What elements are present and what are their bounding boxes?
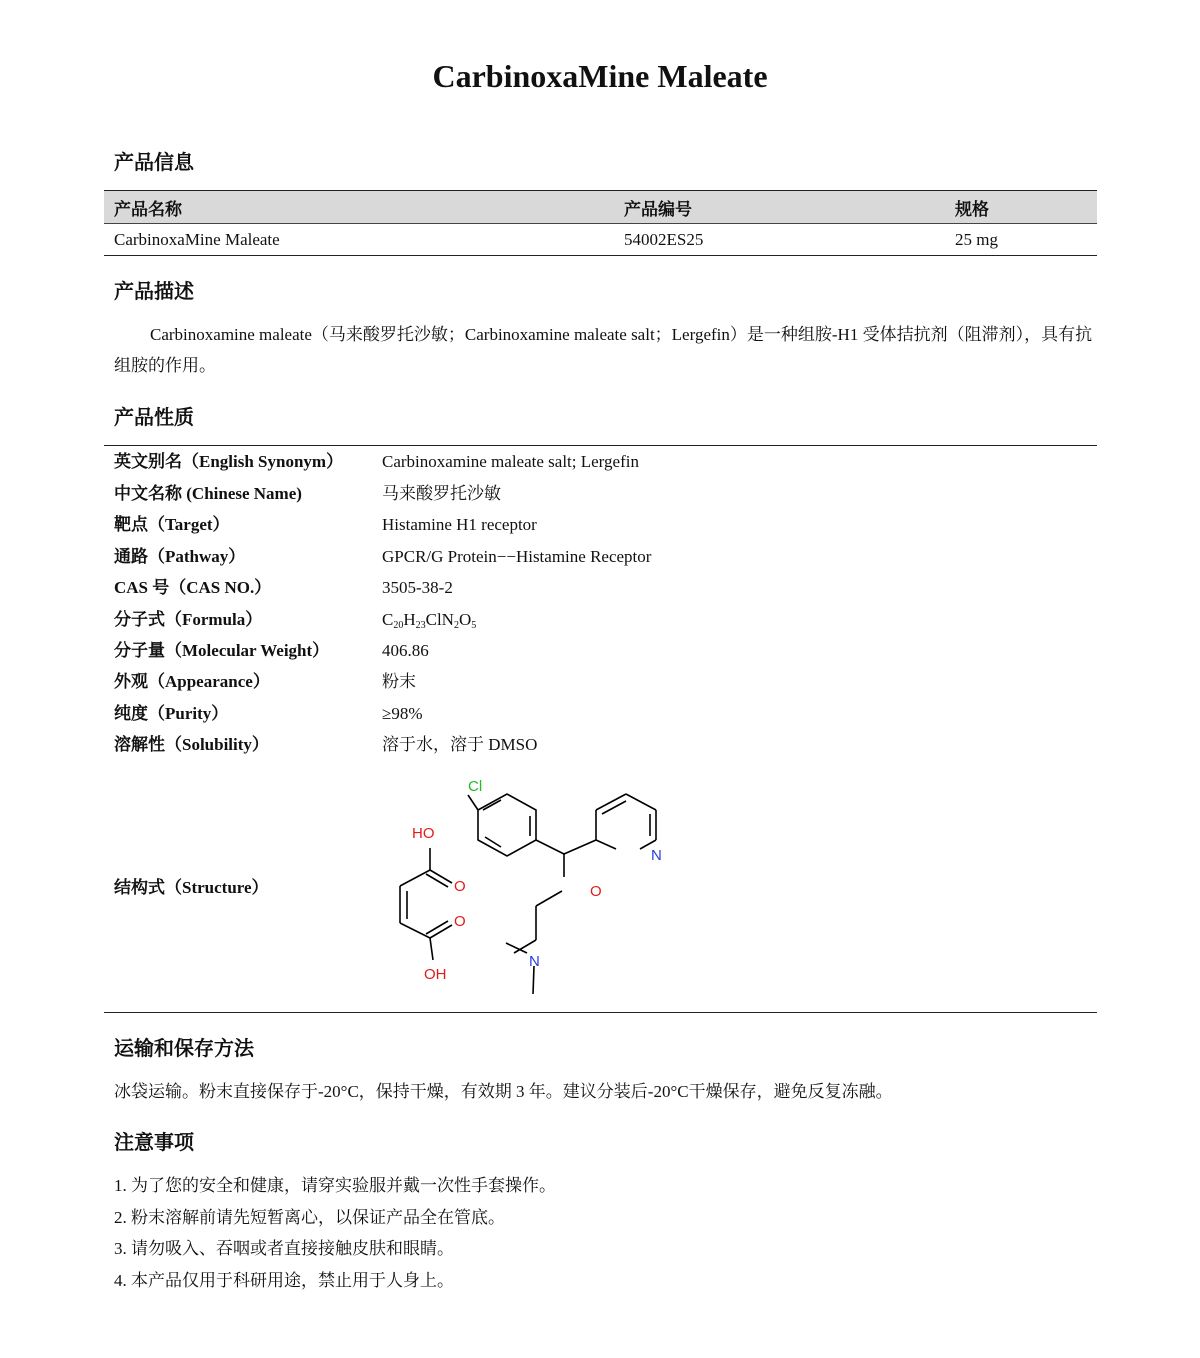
- ch-bond: [536, 840, 564, 854]
- description-text: Carbinoxamine maleate（马来酸罗托沙敏；Carbinoxamine maleate salt；Lergefin）是一种组胺-H1 受体拮抗剂（阻滞剂），具有抗组胺的作用。: [114, 325, 1093, 375]
- table-header-cell: 产品编号: [614, 191, 945, 224]
- list-item: 1. 为了您的安全和健康，请穿实验服并戴一次性手套操作。: [114, 1176, 556, 1195]
- storage-text: 冰袋运输。粉末直接保存于-20°C，保持干燥，有效期 3 年。建议分装后-20°C干燥保存，避免反复冻融。: [114, 1082, 893, 1101]
- product-info-heading: 产品信息: [114, 152, 194, 174]
- acid-c-o-bond: [430, 870, 452, 883]
- property-value: 406.86: [382, 641, 429, 660]
- property-value: ≥98%: [382, 703, 423, 723]
- table-cell: 54002ES25: [614, 224, 945, 256]
- acid-c-o-double-bond: [426, 921, 448, 934]
- property-label: 英文别名（English Synonym）: [114, 452, 344, 471]
- spacer: [536, 940, 542, 944]
- table-cell: 25 mg: [945, 224, 1097, 256]
- acid-c-o-bond: [430, 925, 452, 938]
- table-cell: CarbinoxaMine Maleate: [104, 224, 614, 256]
- table-header-cell: 规格: [945, 191, 1097, 224]
- property-value: GPCR/G Protein−−Histamine Receptor: [382, 546, 652, 566]
- property-label: 中文名称 (Chinese Name): [114, 483, 302, 503]
- property-label: 溶解性（Solubility）: [114, 735, 269, 754]
- product-info-table: [104, 190, 1097, 256]
- property-label: 通路（Pathway）: [114, 546, 246, 566]
- atom-label-cl: Cl: [468, 778, 483, 795]
- spacer: [536, 940, 542, 952]
- storage-heading: 运输和保存方法: [114, 1038, 254, 1060]
- list-item: 4. 本产品仅用于科研用途，禁止用于人身上。: [114, 1270, 454, 1290]
- property-value: Histamine H1 receptor: [382, 515, 537, 534]
- ch-pyridine-bond: [564, 840, 596, 854]
- formula-subscript: 5: [471, 619, 477, 631]
- acid-c-c-bond: [400, 923, 430, 938]
- atom-label-o-ether: O: [590, 883, 602, 900]
- c-n-bond: [514, 940, 536, 953]
- property-label: 分子式（Formula）: [114, 609, 263, 629]
- formula-subscript: 2: [453, 619, 459, 631]
- property-value: Carbinoxamine maleate salt; Lergefin: [382, 452, 639, 471]
- cl-bond: [468, 795, 478, 810]
- properties-top-rule: [104, 445, 1097, 446]
- pyridine-bond: [596, 840, 616, 849]
- formula-part: ClN: [425, 609, 454, 629]
- properties-bottom-rule: [104, 1012, 1097, 1013]
- structure-label: 结构式（Structure）: [114, 878, 269, 897]
- list-item: 2. 粉末溶解前请先短暂离心，以保证产品全在管底。: [114, 1207, 505, 1227]
- property-value: 溶于水，溶于 DMSO: [382, 735, 538, 754]
- atom-label-n-amine: N: [529, 953, 540, 970]
- page-title: CarbinoxaMine Maleate: [432, 58, 768, 94]
- formula-value: [382, 606, 476, 640]
- table-header-row: [104, 191, 1097, 224]
- benzene-ring: [478, 794, 536, 856]
- atom-label-n-ring: N: [651, 847, 662, 864]
- structure-bonds: [400, 794, 656, 994]
- acid-c-o-double-bond: [426, 874, 448, 887]
- notes-heading: 注意事项: [114, 1132, 194, 1154]
- formula-part: C: [382, 609, 394, 629]
- property-label: 纯度（Purity）: [114, 703, 229, 723]
- property-value: 马来酸罗托沙敏: [382, 483, 501, 503]
- atom-label-o: O: [454, 913, 466, 930]
- n-methyl-bond: [533, 966, 534, 994]
- list-item: 3. 请勿吸入、吞咽或者直接接触皮肤和眼睛。: [114, 1239, 454, 1258]
- formula-subscript: 23: [415, 619, 426, 631]
- atom-label-ho: HO: [412, 825, 435, 842]
- pyridine-ring: [596, 794, 656, 856]
- structure-atom-labels: [412, 778, 662, 983]
- description-heading: 产品描述: [114, 281, 194, 303]
- property-value: 3505-38-2: [382, 578, 453, 597]
- property-label: 分子量（Molecular Weight）: [114, 641, 330, 660]
- table-row: [104, 224, 1097, 256]
- formula-part: H: [403, 609, 416, 629]
- table-header-cell: 产品名称: [104, 191, 614, 224]
- acid-c-oh-bond: [430, 938, 433, 960]
- pyridine-bond: [596, 794, 626, 810]
- notes-list: [114, 1172, 556, 1298]
- properties-heading: 产品性质: [114, 407, 194, 429]
- pyridine-bond: [626, 794, 656, 810]
- formula-part: O: [458, 609, 472, 629]
- property-label: 外观（Appearance）: [114, 672, 270, 691]
- property-value: 粉末: [382, 672, 416, 691]
- atom-label-o: O: [454, 878, 466, 895]
- pyridine-double-bond: [602, 801, 626, 814]
- acid-c-c-bond: [400, 870, 430, 886]
- o-c-bond: [536, 891, 562, 906]
- formula-subscript: 20: [393, 619, 404, 631]
- property-label: 靶点（Target）: [114, 515, 230, 534]
- structure-diagram: [390, 770, 710, 1006]
- atom-label-oh: OH: [424, 966, 447, 983]
- property-label: CAS 号（CAS NO.）: [114, 578, 272, 597]
